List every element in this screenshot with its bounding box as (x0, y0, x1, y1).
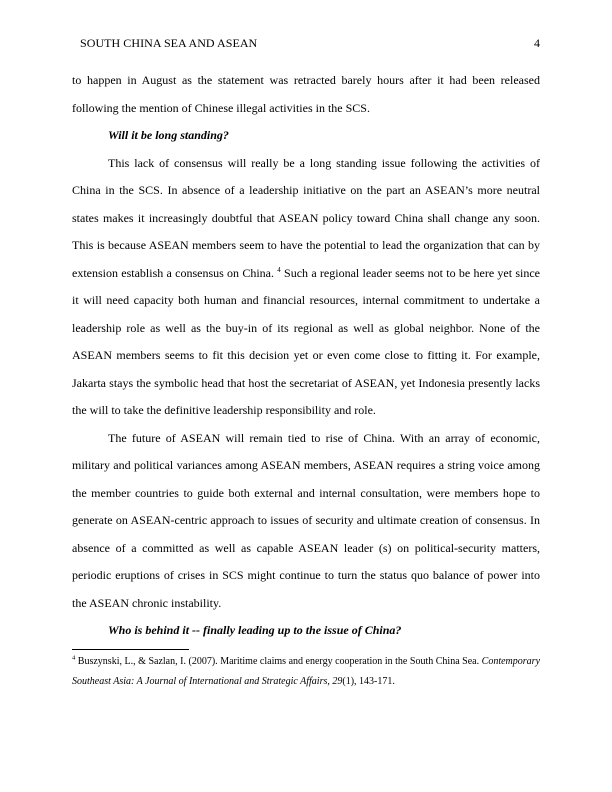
footnote-journal: Contemporary Southeast Asia: A Journal of International and Strategic Affairs (72, 656, 541, 687)
footnote-marker: 4 (72, 654, 76, 662)
footnote-volume: 29 (332, 676, 343, 687)
footnote-issue-pages: (1), 143-171. (342, 676, 395, 687)
body-text (72, 67, 540, 645)
running-header (72, 36, 540, 52)
footnote-reference: 4 (277, 265, 281, 274)
footnote-authors: Buszynski, L., & Sazlan, I. (2007). Maritime claims and energy cooperation in the South China Sea. (77, 656, 480, 667)
paragraph-future-asean: The future of ASEAN will remain tied to rise of China. With an array of economic, military and political variances among ASEAN members, ASEAN requires a string voice among the member countries to guide both external and internal consultation, were members hope to generate on ASEAN-centric approach to issues of security and ultimate creation of consensus. In absence of a committed as well as capable ASEAN leader (s) on political-security matters, periodic eruptions of crises in SCS might continue to turn the status quo balance of power into the ASEAN chronic instability. (72, 430, 540, 610)
page-number: 4 (534, 36, 540, 50)
footnote-separator (72, 649, 189, 650)
paragraph-consensus-text-b: Such a regional leader seems not to be here yet since it will need capacity both human and financial resources, internal commitment to undertake a leadership role as well as the buy-in of its regional as well as global neighbor. None of the ASEAN members seems to fit this decision yet or even come close to fitting it. For example, Jakarta stays the symbolic head that host the secretariat of ASEAN, yet Indonesia presently lacks the will to take the definitive leadership responsibility and role. (72, 265, 541, 417)
continuation-paragraph: to happen in August as the statement was retracted barely hours after it had been released following the mention of Chinese illegal activities in the SCS. (72, 73, 540, 115)
section-heading-long-standing: Will it be long standing? (108, 128, 229, 142)
footnote (72, 652, 540, 692)
section-heading-who-is-behind: Who is behind it -- finally leading up to the issue of China? (108, 623, 402, 637)
paragraph-consensus (72, 150, 540, 425)
paragraph-consensus-text-a: This lack of consensus will really be a long standing issue following the activities of China in the SCS. In absence of a leadership initiative on the part an ASEAN’s more neutral states makes it increasingly doubtful that ASEAN policy toward China shall change any soon. This is because ASEAN members seem to have the potential to lead the organization that can by extension establish a consensus on China. (72, 155, 540, 280)
running-title: SOUTH CHINA SEA AND ASEAN (80, 36, 258, 50)
footnote-separator-comma: , (327, 676, 333, 687)
